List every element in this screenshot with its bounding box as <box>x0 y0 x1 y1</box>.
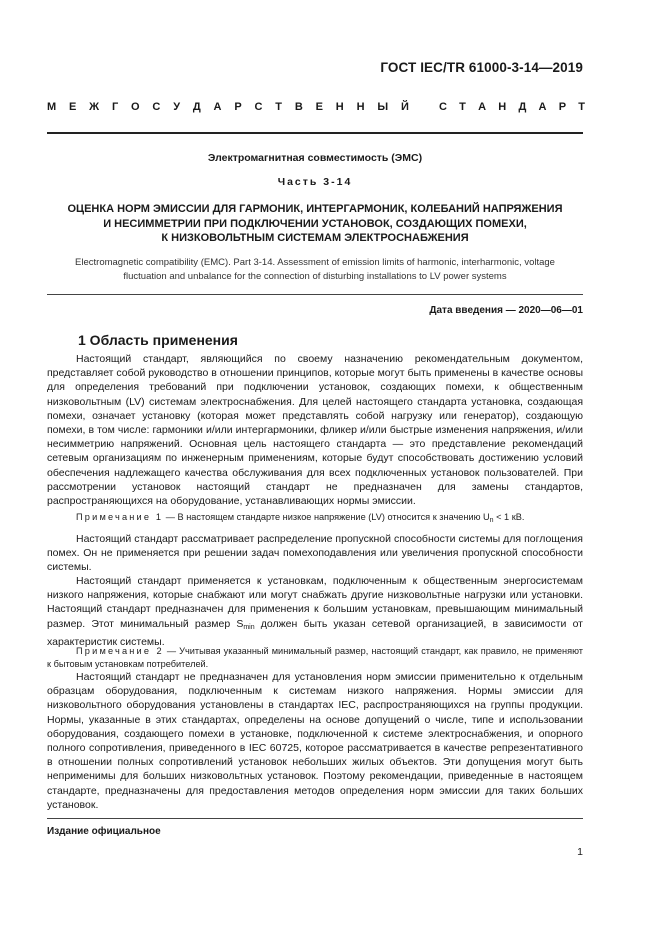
heading-letter: Д <box>518 101 527 113</box>
paragraph-subscript: min <box>243 623 255 631</box>
title-line: И НЕСИММЕТРИИ ПРИ ПОДКЛЮЧЕНИИ УСТАНОВОК, СОЗДАЮЩИХ ПОМЕХИ, <box>103 217 527 230</box>
heading-letter: Е <box>315 101 323 113</box>
heading-letter: Н <box>356 101 365 113</box>
english-title-line: Electromagnetic compatibility (EMC). Part 3-14. Assessment of emission limits of harmonic, interharmonic, voltage <box>75 257 555 268</box>
heading-letter: С <box>254 101 263 113</box>
note-text: < 1 кВ. <box>493 512 525 522</box>
note-text: — В настоящем стандарте низкое напряжение (LV) относится к значению U <box>163 512 490 522</box>
interstate-word <box>47 101 409 113</box>
paragraph-text: должен быть указан сетевой организацией, в зависимости от характеристик системы. <box>47 617 583 648</box>
heading-letter: А <box>478 101 487 113</box>
heading-letter: С <box>439 101 447 113</box>
interstate-standard-heading <box>47 101 585 113</box>
heading-letter: Ж <box>89 101 100 113</box>
heading-letter: О <box>131 101 140 113</box>
paragraph-text: Настоящий стандарт не предназначен для установления норм эмиссии применительно к отдельным образцам оборудования, подключенным к системам низкого напряжения. Нормы эмиссии для низковольтного оборудования установлены в стандартах IEC, распространяющихся на группы продукции. Нормы, указанные в этих стандартах, определены на основе допущений о числе, типе и использовании оборудования, создающего помехи в установке, подключенной к системе электроснабжения, и опорного полного сопротивления, приведенного в IEC 60725, которое рассматривается в качестве репрезентативного в отношении полных сопротивлений установок небольших жилых объектов. Эти допущения могут быть неприменимы для больших низковольтных установок. Поэтому рекомендации, приведенные в настоящем стандарте, предназначены для предоставления методов определения норм эмиссии для таких больших установок. <box>47 671 583 811</box>
heading-letter: У <box>173 101 181 113</box>
paragraph <box>47 574 583 649</box>
note <box>47 645 583 671</box>
heading-letter: В <box>294 101 303 113</box>
heading-letter: Р <box>558 101 567 113</box>
title-line: ОЦЕНКА НОРМ ЭМИССИИ ДЛЯ ГАРМОНИК, ИНТЕРГАРМОНИК, КОЛЕБАНИЙ НАПРЯЖЕНИЯ <box>67 203 563 215</box>
introduction-date: Дата введения — 2020—06—01 <box>429 305 583 316</box>
note-label: Примечание 2 <box>76 646 164 656</box>
heading-letter: Т <box>459 101 466 113</box>
section-heading: 1 Область применения <box>78 332 238 348</box>
note-text: — Учитывая указанный минимальный размер, настоящий стандарт, как правило, не применяют к бытовым установкам потребителей. <box>47 646 583 669</box>
standard-part: Часть 3-14 <box>277 176 353 188</box>
paragraph-text: Настоящий стандарт, являющийся по своему назначению рекомендательным документом, представляет собой руководство в отношении принципов, которые могут быть применены в качестве основы для определения требований при подключении установок, создающих помехи, к общественным низковольтным (LV) системам электроснабжения. Для целей настоящего стандарта установка, создающая помехи, означает установку (которая может представлять собой нагрузку или генератор), создающую помехи, в том числе: гармоники и/или интергармоники, фликер и/или быстрые изменения напряжения, и/или несимметрию напряжений. Основная цель настоящего стандарта — это представление рекомендаций сетевым организациям по инженерным применениям, которые будут способствовать достижению условий обеспечения надлежащего качества обслуживания для всех подключенных установок пользователей. При рассмотрении установок настоящий стандарт не предназначен для замены стандартов, распространяющихся на оборудование, устанавливающих нормы эмиссии. <box>47 353 583 508</box>
paragraph <box>47 532 583 575</box>
heading-letter: М <box>47 101 57 113</box>
document-code: ГОСТ IEC/TR 61000-3-14—2019 <box>380 60 583 75</box>
edition-label: Издание официальное <box>47 826 161 837</box>
paragraph <box>47 352 583 508</box>
heading-letter: Ы <box>377 101 389 113</box>
title-line: К НИЗКОВОЛЬТНЫМ СИСТЕМАМ ЭЛЕКТРОСНАБЖЕНИЯ <box>161 232 469 244</box>
heading-letter: Н <box>335 101 344 113</box>
standard-word <box>439 101 585 113</box>
english-title <box>47 256 583 283</box>
paragraph <box>47 670 583 812</box>
heading-letter: Е <box>69 101 77 113</box>
heading-letter: А <box>538 101 547 113</box>
note-subscript: n <box>489 517 494 524</box>
note <box>47 511 583 527</box>
heading-letter: Г <box>111 101 119 113</box>
heading-letter: Н <box>498 101 507 113</box>
heading-letter: Р <box>234 101 242 113</box>
english-title-line: fluctuation and unbalance for the connection of disturbing installations to LV power systems <box>123 270 507 282</box>
paragraph-text: Настоящий стандарт рассматривает распределение пропускной способности системы для поглощения помех. Он не применяется при решении задач помехоподавления или увеличения пропускной способности системы. <box>47 533 583 574</box>
note-label: Примечание 1 <box>76 512 164 522</box>
footer-divider <box>47 818 583 819</box>
standard-subject: Электромагнитная совместимость (ЭМС) <box>207 152 423 164</box>
title-divider <box>47 294 583 295</box>
heading-letter: Т <box>578 101 585 113</box>
paragraph-text: Настоящий стандарт применяется к установкам, подключенным к общественным энергосистемам низкого напряжения, которые снабжают или могут снабжать другие низковольтные нагрузки или установки. Настоящий стандарт предназначен для применения к большим установкам, превышающим минимальный размер. Этот минимальный размер S <box>47 575 583 630</box>
heading-letter: Й <box>400 101 409 113</box>
heading-letter: Д <box>192 101 201 113</box>
heading-letter: С <box>152 101 161 113</box>
heading-letter: А <box>213 101 222 113</box>
heading-letter: Т <box>275 101 283 113</box>
header-divider <box>47 132 583 134</box>
standard-title <box>47 202 583 246</box>
page-number: 1 <box>577 846 583 858</box>
